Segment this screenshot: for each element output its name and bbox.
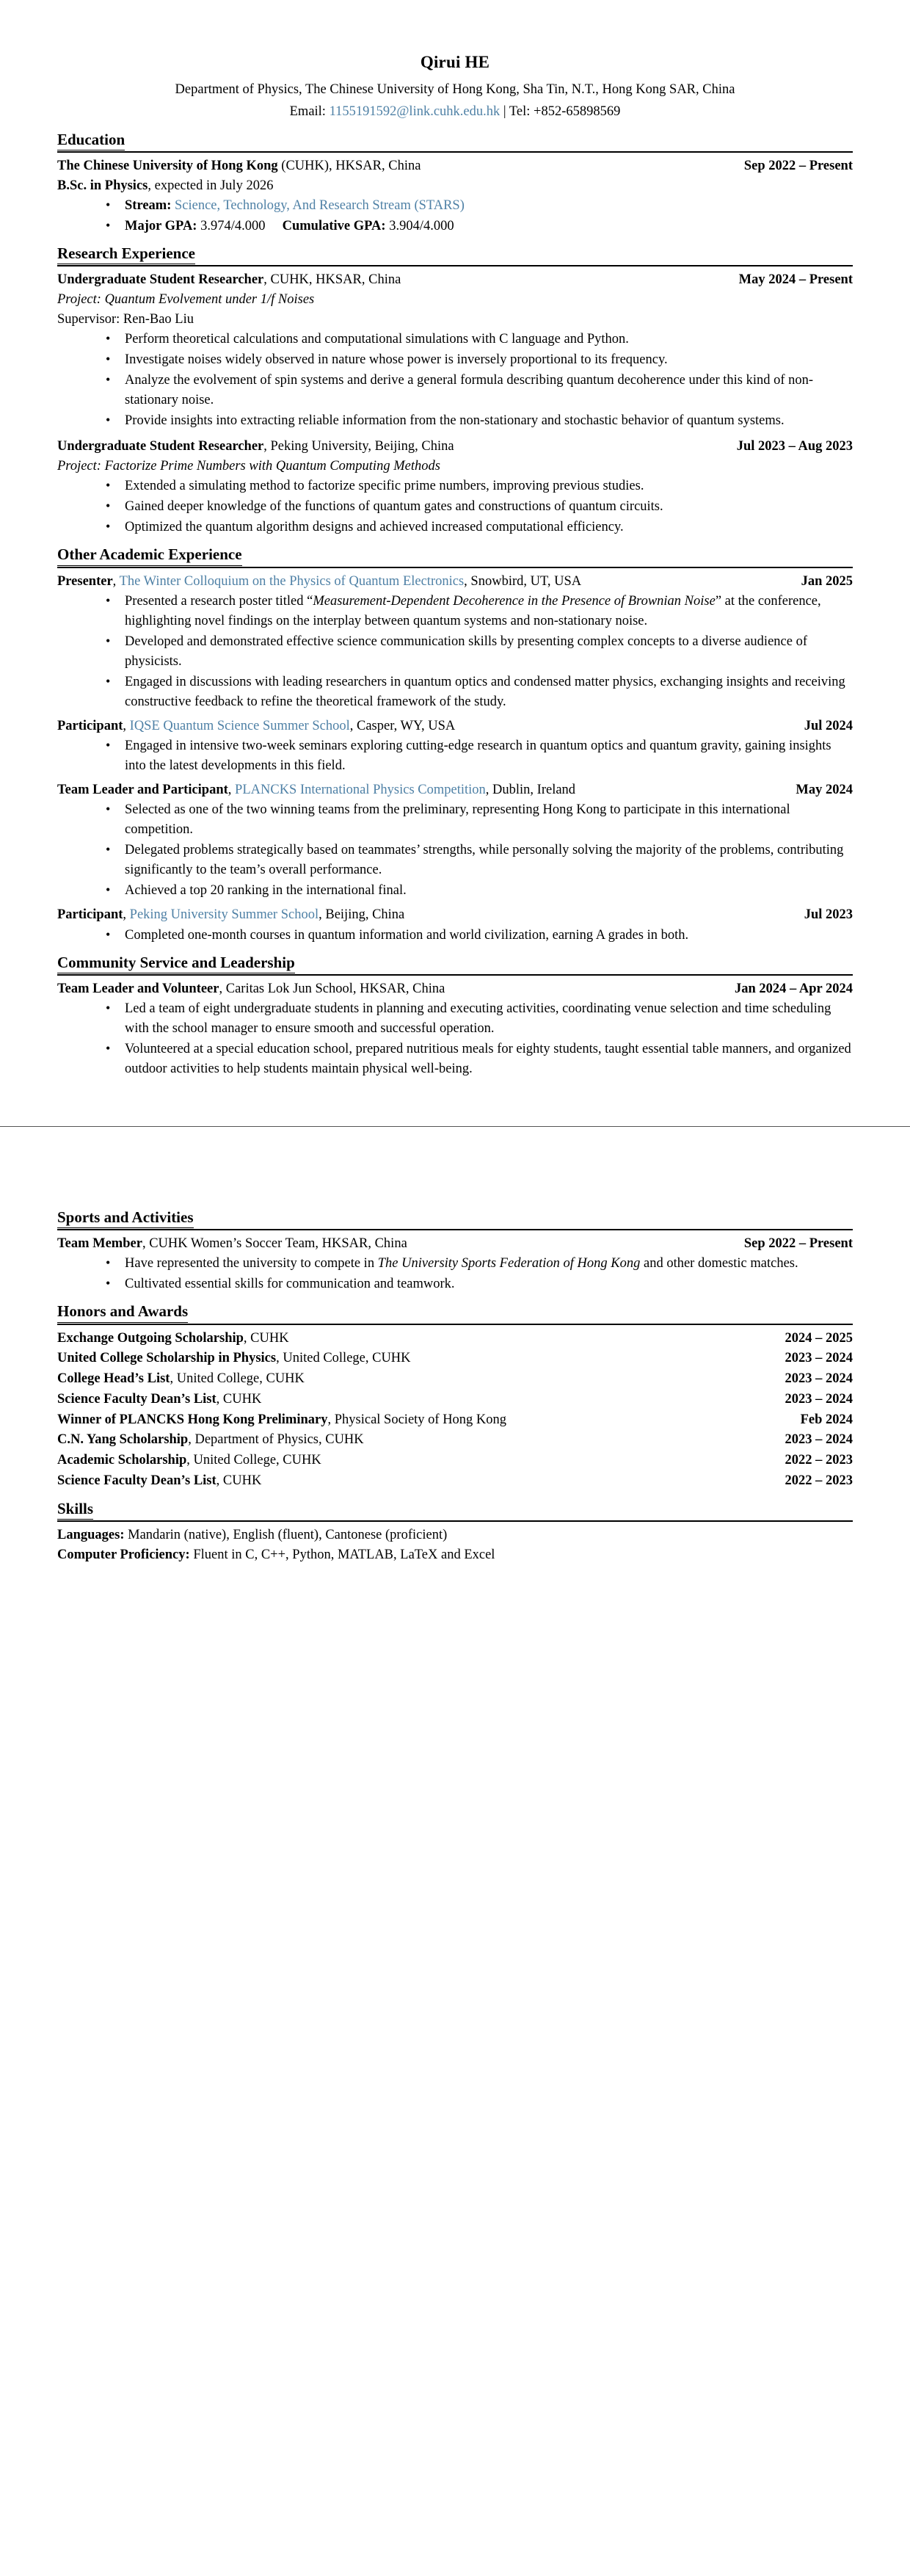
computer-proficiency-value: Fluent in C, C++, Python, MATLAB, LaTeX and Excel [189,1548,495,1563]
section-divider [57,1229,853,1230]
page-title: Qirui HE [420,53,490,71]
award-row [57,1369,853,1390]
list-item: • Achieved a top 20 ranking in the international final. [106,881,853,901]
academic-entry [57,572,853,712]
list-item: • Engaged in discussions with leading researchers in quantum optics and condensed matter physics, exchanging insights and receiving constructive feedback to refine the theoretical framework of the study. [106,672,853,712]
academic-org-link[interactable]: PLANCKS International Physics Competition [235,783,486,798]
section-honors-awards [57,1302,853,1491]
list-item: • Extended a simulating method to factorize specific prime numbers, improving previous studies. [106,476,853,496]
research-entry [57,437,853,537]
list-item: • Investigate noises widely observed in nature whose power is inversely proportional to its frequency. [106,350,853,370]
academic-role: Team Leader and Participant [57,783,228,798]
academic-date: Jul 2023 [804,907,853,923]
academic-org-link[interactable]: IQSE Quantum Science Summer School [129,718,350,733]
academic-sep: , [123,907,130,923]
section-divider [57,567,853,568]
list-item: • Provide insights into extracting reliable information from the non-stationary and stochastic behavior of quantum systems. [106,411,853,431]
section-other-academic-experience [57,545,853,945]
section-heading-education: Education [57,131,125,150]
award-title: Winner of PLANCKS Hong Kong Preliminary [57,1412,328,1427]
list-item: • Cultivated essential skills for communication and teamwork. [106,1274,853,1294]
research-org: , CUHK, HKSAR, China [263,272,401,288]
community-entry [57,979,853,1079]
academic-date: Jul 2024 [804,718,853,733]
list-item: • Completed one-month courses in quantum information and world civilization, earning A grades in both. [106,926,853,946]
cv-page-two [0,1127,910,2329]
list-item: • Volunteered at a special education school, prepared nutritious meals for eighty students, taught essential table manners, and organized outdoor activities to help students maintain physical well-being. [106,1040,853,1079]
award-row [57,1451,853,1471]
academic-entry [57,716,853,776]
education-degree-line [57,176,853,196]
contact-separator: | [503,104,506,120]
bullet-pre: Presented a research poster titled “ [125,593,313,609]
list-item: • Developed and demonstrated effective science communication skills by presenting complex concepts to a diverse audience of physicists. [106,632,853,672]
award-date: 2022 – 2023 [785,1453,853,1468]
section-heading-skills: Skills [57,1500,93,1520]
section-sports-activities [57,1208,853,1294]
award-date: 2022 – 2023 [785,1473,853,1488]
section-heading-research: Research Experience [57,244,195,264]
academic-org-rest: , Casper, WY, USA [349,718,456,733]
section-divider [57,265,853,266]
telephone-text: Tel: +852-65898569 [509,104,621,120]
list-item [106,1254,853,1274]
sports-role: Team Member [57,1236,142,1252]
email-label: Email: [289,104,326,120]
academic-sep: , [228,783,236,798]
section-divider [57,1324,853,1325]
academic-entry [57,905,853,945]
research-role: Undergraduate Student Researcher [57,439,264,454]
award-date: 2024 – 2025 [785,1330,853,1346]
award-title: Exchange Outgoing Scholarship [57,1330,244,1346]
education-bullets [57,196,853,236]
section-heading-community: Community Service and Leadership [57,954,295,973]
research-project-line [57,457,853,476]
list-item: • Gained deeper knowledge of the functions of quantum gates and constructions of quantum circuits. [106,497,853,517]
sports-org: , CUHK Women’s Soccer Team, HKSAR, China [142,1236,407,1252]
list-item: • Delegated problems strategically based on teammates’ strengths, while personally solving the majority of the problems, contributing significantly to the team’s overall performance. [106,841,853,880]
academic-bullets [57,800,853,901]
bullet-post: and other domestic matches. [640,1256,798,1271]
academic-bullets [57,736,853,776]
section-heading-sports: Sports and Activities [57,1208,194,1228]
bullet-italic: Measurement-Dependent Decoherence in the Presence of Brownian Noise [313,593,716,609]
section-divider [57,974,853,976]
research-project-line [57,290,853,310]
section-education [57,131,853,236]
community-bullets [57,999,853,1079]
academic-date: Jan 2025 [801,573,853,589]
education-degree: B.Sc. in Physics [57,178,148,193]
academic-org-link[interactable]: Peking University Summer School [129,907,319,923]
research-role: Undergraduate Student Researcher [57,272,264,288]
cv-header [57,53,853,120]
academic-entry [57,780,853,901]
award-org: , CUHK [243,1330,289,1346]
section-divider [57,151,853,153]
page-bottom-spacer [57,1081,853,1126]
academic-role: Presenter [57,573,113,589]
computer-proficiency-label: Computer Proficiency: [57,1548,190,1563]
major-gpa-label: Major GPA: [125,219,197,234]
bullet-post: ” at the conference, highlighting novel findings on the interplay between quantum systems and non-stationary noise. [125,593,821,628]
award-org: , Department of Physics, CUHK [188,1432,364,1448]
community-org: , Caritas Lok Jun School, HKSAR, China [219,981,445,996]
award-date: 2023 – 2024 [785,1432,853,1448]
education-school: The Chinese University of Hong Kong [57,159,278,174]
education-date: Sep 2022 – Present [743,159,853,174]
research-entry [57,270,853,431]
list-item: • Led a team of eight undergraduate students in planning and executing activities, coordinating venue selection and time scheduling with the school manager to ensure smooth and successful operation. [106,999,853,1039]
award-date: 2023 – 2024 [785,1351,853,1366]
section-research-experience [57,244,853,537]
award-row [57,1349,853,1369]
award-row [57,1390,853,1410]
award-row [57,1410,853,1431]
project-label: Project: [57,291,101,307]
award-row [57,1329,853,1349]
section-community-service [57,954,853,1079]
academic-bullets [57,926,853,946]
award-org: , United College, CUHK [186,1453,321,1468]
contact-line [57,103,853,120]
cv-page-one [0,0,910,1126]
award-title: United College Scholarship in Physics [57,1351,277,1366]
award-title: Academic Scholarship [57,1453,187,1468]
section-heading-other-academic: Other Academic Experience [57,545,242,565]
award-date: Feb 2024 [800,1412,853,1427]
award-row [57,1430,853,1451]
languages-value: Mandarin (native), English (fluent), Cantonese (proficient) [124,1527,448,1542]
research-bullets [57,330,853,431]
academic-org-rest: , Beijing, China [318,907,405,923]
research-bullets [57,476,853,537]
sports-entry [57,1234,853,1294]
award-title: Science Faculty Dean’s List [57,1473,216,1488]
academic-date: May 2024 [796,783,853,798]
academic-org-rest: , Snowbird, UT, USA [464,573,582,589]
section-skills [57,1500,853,1567]
research-supervisor: Supervisor: Ren-Bao Liu [57,311,194,327]
list-item: • Engaged in intensive two-week seminars exploring cutting-edge research in quantum optics and quantum gravity, gaining insights into the latest developments in this field. [106,736,853,776]
bullet-pre: Have represented the university to compete in [125,1256,378,1271]
community-date: Jan 2024 – Apr 2024 [734,981,853,996]
affiliation-line: Department of Physics, The Chinese University of Hong Kong, Sha Tin, N.T., Hong Kong SAR, China [175,82,735,97]
sports-date: Sep 2022 – Present [743,1236,853,1252]
list-item: • Perform theoretical calculations and computational simulations with C language and Python. [106,330,853,349]
award-date: 2023 – 2024 [785,1391,853,1407]
bullet-italic: The University Sports Federation of Hong Kong [377,1256,641,1271]
academic-sep: , [123,718,130,733]
education-school-detail: (CUHK), HKSAR, China [277,159,421,174]
list-item [106,196,853,216]
education-degree-detail: , expected in July 2026 [148,178,274,193]
stream-label: Stream: [125,198,172,214]
project-title: Quantum Evolvement under 1/f Noises [104,291,315,307]
stream-value[interactable]: Science, Technology, And Research Stream (STARS) [174,198,465,214]
email-link[interactable]: 1155191592@link.cuhk.edu.hk [329,104,500,120]
project-title: Factorize Prime Numbers with Quantum Computing Methods [104,458,440,474]
academic-org-link[interactable]: The Winter Colloquium on the Physics of Quantum Electronics [119,573,465,589]
award-org: , United College, CUHK [276,1351,411,1366]
award-title: Science Faculty Dean’s List [57,1391,216,1407]
skills-languages-row [57,1525,853,1546]
community-role: Team Leader and Volunteer [57,981,219,996]
award-title: C.N. Yang Scholarship [57,1432,189,1448]
award-row [57,1471,853,1492]
major-gpa-value: 3.974/4.000 [200,219,266,234]
section-heading-honors: Honors and Awards [57,1302,188,1322]
list-item: • Selected as one of the two winning teams from the preliminary, representing Hong Kong to participate in this international competition. [106,800,853,840]
languages-label: Languages: [57,1527,125,1542]
research-date: May 2024 – Present [738,272,853,288]
section-divider [57,1520,853,1522]
award-org: , Physical Society of Hong Kong [327,1412,507,1427]
academic-bullets [57,592,853,712]
list-item: • Analyze the evolvement of spin systems and derive a general formula describing quantum decoherence under this kind of non-stationary noise. [106,371,853,410]
list-item: • Optimized the quantum algorithm designs and achieved increased computational efficiency. [106,518,853,537]
academic-org-rest: , Dublin, Ireland [485,783,576,798]
page-two-bottom-spacer [57,1566,853,2329]
project-label: Project: [57,458,101,474]
cumulative-gpa-value: 3.904/4.000 [389,219,454,234]
skills-computer-row [57,1545,853,1566]
research-date: Jul 2023 – Aug 2023 [736,439,853,454]
academic-role: Participant [57,718,123,733]
award-org: , CUHK [216,1391,262,1407]
academic-sep: , [112,573,120,589]
award-org: , United College, CUHK [170,1371,305,1387]
academic-role: Participant [57,907,123,923]
cumulative-gpa-label: Cumulative GPA: [282,219,386,234]
award-date: 2023 – 2024 [785,1371,853,1387]
education-entry [57,156,853,175]
award-org: , CUHK [216,1473,262,1488]
sports-bullets [57,1254,853,1294]
award-title: College Head’s List [57,1371,170,1387]
list-item [106,592,853,631]
list-item [106,217,853,236]
research-org: , Peking University, Beijing, China [263,439,454,454]
